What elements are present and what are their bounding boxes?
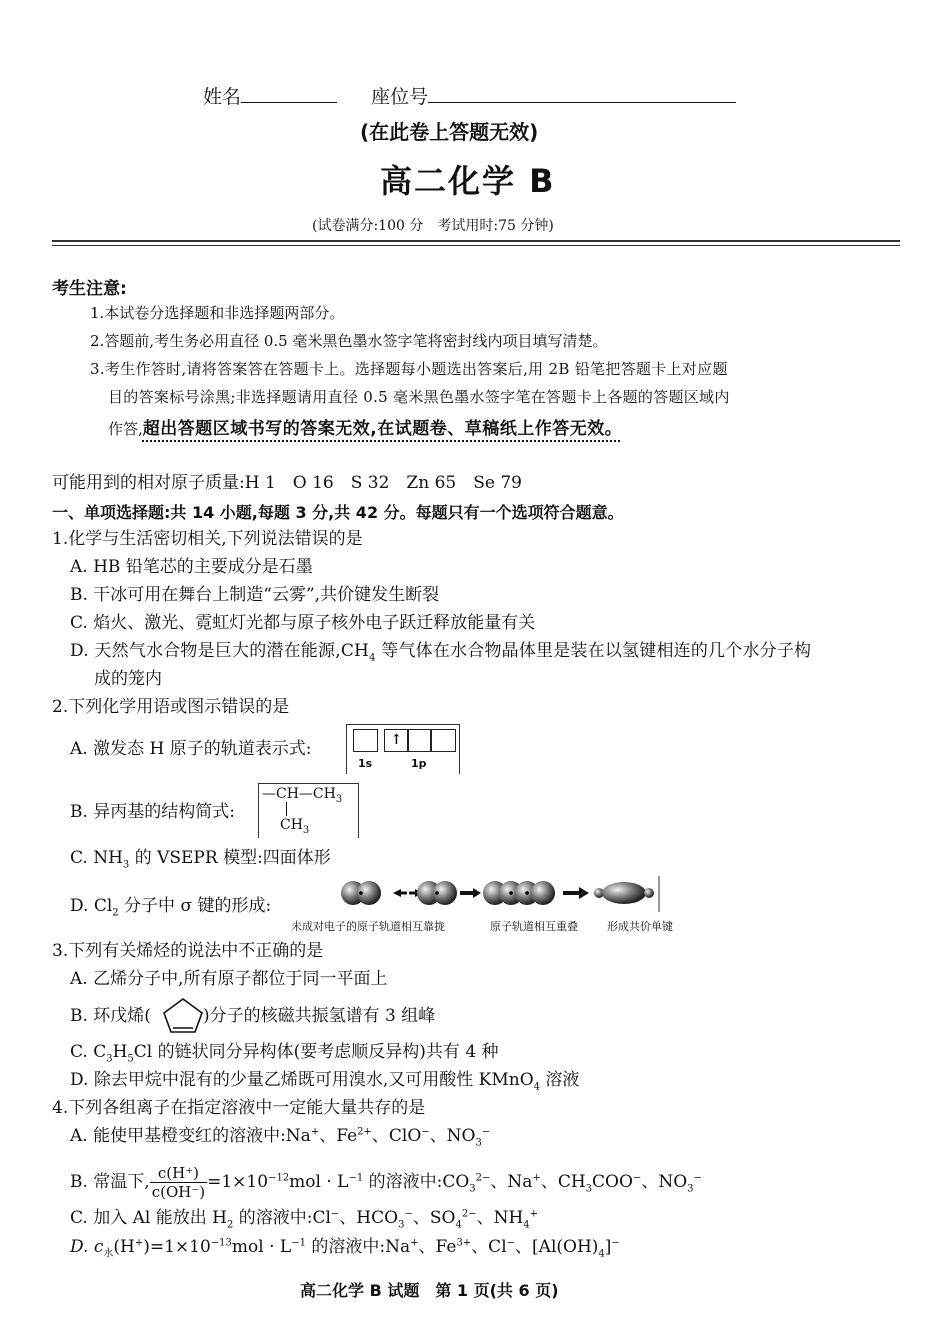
q3-option-a: A. 乙烯分子中,所有原子都位于同一平面上	[70, 969, 388, 989]
orbital-box-1s	[353, 729, 378, 752]
q4-option-a: A. 能使甲基橙变红的溶液中:Na+、$Fe^{2+}$、ClO−、$NO_3^-$	[70, 1126, 491, 1149]
instruction-2: 2.答题前,考生务必用直径 0.5 毫米黑色墨水签字笔将密封线内项目填写清楚。	[90, 332, 608, 350]
sigma-caption-3: 形成共价单键	[607, 920, 673, 933]
q4c-1: C. 加入 Al 能放出 H	[70, 1208, 227, 1228]
orbitals-near	[417, 881, 457, 905]
isopropyl-bond	[286, 802, 287, 816]
isopropyl-top-text: —CH—CH	[262, 786, 336, 802]
q4a-1: A. 能使甲基橙变红的溶液中:Na	[70, 1126, 311, 1146]
q4b-num: c(H⁺)	[150, 1164, 207, 1183]
q4c-3: 、HCO	[339, 1208, 399, 1228]
q1-stem: 1.化学与生活密切相关,下列说法错误的是	[52, 529, 363, 549]
q3-option-b	[70, 1005, 435, 1027]
orbitals-approach	[341, 881, 381, 905]
q4b-8: 、NO	[641, 1172, 688, 1192]
q4d-2: (H	[113, 1237, 135, 1257]
q1-option-b: B. 干冰可用在舞台上制造“云雾”,共价键发生断裂	[70, 585, 440, 605]
q4d-3: )=1×10	[143, 1237, 211, 1257]
isopropyl-top	[262, 786, 343, 805]
q3d-2: 溶液	[540, 1070, 580, 1090]
name-label: 姓名	[203, 86, 242, 108]
name-field	[203, 84, 736, 108]
q3-stem: 3.下列有关烯烃的说法中不正确的是	[52, 941, 324, 961]
sigma-caption-1: 未成对电子的原子轨道相互靠拢	[291, 920, 445, 933]
name-blank	[241, 84, 337, 103]
q1-d-part2: 等气体在水合物晶体里是装在以氢键相连的几个水分子构	[375, 641, 812, 661]
q4c-2: 的溶液中:Cl	[233, 1208, 331, 1228]
q2a-top-rule	[346, 724, 459, 725]
q3d-sub: 4	[533, 1081, 541, 1093]
q4d-4: mol · L	[231, 1237, 292, 1257]
page-title: 高二化学 B	[380, 162, 556, 200]
seat-label: 座位号	[371, 86, 429, 108]
orbital-box-1p-3	[430, 729, 456, 752]
q4b-3: mol · L	[289, 1172, 349, 1192]
orbital-box-1p-2	[407, 729, 432, 752]
q2b-right-bar	[358, 783, 359, 838]
instruction-3c	[108, 414, 622, 439]
q1-option-c: C. 焰火、激光、霓虹灯光都与原子核外电子跃迁释放能量有关	[70, 613, 536, 633]
instruction-3a: 3.考生作答时,请将答案答在答题卡上。选择题每小题选出答案后,用 2B 铅笔把答题卡上对应题	[90, 360, 728, 378]
q3-option-c	[70, 1041, 499, 1063]
sigma-bond-figure	[335, 872, 665, 914]
q4d-5: 的溶液中:Na	[305, 1237, 411, 1257]
orbital-box-1p-1: ↑	[384, 729, 409, 752]
q2b-left-bar	[258, 783, 259, 838]
q1-d-sub: 4	[369, 652, 376, 664]
q2a-right-bar	[459, 724, 460, 774]
q4b-den: c(OH⁻)	[151, 1183, 206, 1201]
q4b-5: 、Na	[490, 1172, 533, 1192]
seat-blank	[428, 84, 736, 103]
q4b-1: B. 常温下,	[70, 1172, 150, 1192]
arrow-right-1	[460, 888, 481, 898]
q2a-left-bar	[346, 724, 347, 774]
q4b-fraction	[150, 1164, 207, 1201]
arrow-right-2	[563, 887, 589, 899]
q3c-3: Cl 的链状同分异构体(要考虑顺反异构)共有 4 种	[133, 1042, 499, 1062]
section-1-heading: 一、单项选择题:共 14 小题,每题 3 分,共 42 分。每题只有一个选项符合题意。	[52, 503, 624, 522]
sigma-caption-2: 原子轨道相互重叠	[490, 920, 578, 933]
q3c-1: C. C	[70, 1042, 107, 1062]
q2c-part2: 的 VSEPR 模型:四面体形	[129, 848, 331, 868]
instruction-3c-emphasis: 超出答题区域书写的答案无效,在试题卷、草稿纸上作答无效。	[142, 419, 623, 439]
answer-invalid-notice: (在此卷上答题无效)	[360, 120, 539, 144]
q3c-2: H	[112, 1042, 128, 1062]
q4c-4: 、SO	[412, 1208, 456, 1228]
q2b-top-rule	[258, 783, 358, 784]
q4b-exp: −12	[268, 1172, 290, 1184]
q4b-4: 的溶液中:CO	[363, 1172, 470, 1192]
q3b-part1: B. 环戊烯(	[70, 1006, 151, 1026]
q2d-part2: 分子中 σ 键的形成:	[118, 896, 272, 916]
q4-option-c: C. 加入 Al 能放出 $H_2$ 的溶液中:Cl−、$HCO_3^-$、$SO_4^{2-}$、$NH_4^+$	[70, 1208, 539, 1231]
q1-option-d-cont: 成的笼内	[94, 669, 162, 689]
q4a-4: 、NO	[429, 1126, 476, 1146]
q2c-sub: 3	[122, 859, 130, 871]
q1-option-d	[70, 640, 811, 662]
q4d-8: 、[Al(OH)	[515, 1237, 599, 1257]
q4b-6: 、CH	[540, 1172, 586, 1192]
q3d-1: D. 除去甲烷中混有的少量乙烯既可用溴水,又可用酸性 KMnO	[70, 1070, 534, 1090]
q4-option-d: D. $c_水(H^+)=1\times 10^{-13}mol \cdot L^{-1}$ 的溶液中:Na+、$Fe^{3+}$、Cl−、$[Al(OH)_4]^-$	[70, 1237, 620, 1260]
q2-option-a: A. 激发态 H 原子的轨道表示式:	[70, 739, 312, 759]
q4d-9: ]	[604, 1237, 612, 1257]
q2-stem: 2.下列化学用语或图示错误的是	[52, 697, 290, 717]
q2-option-d	[70, 895, 271, 917]
q2d-sub: 2	[112, 907, 119, 919]
instruction-3c-prefix: 作答,	[108, 420, 143, 438]
q4-stem: 4.下列各组离子在指定溶液中一定能大量共存的是	[52, 1098, 426, 1118]
isopropyl-bottom	[280, 817, 310, 836]
q4c-5: 、NH	[476, 1208, 524, 1228]
q4-option-b: B. 常温下, $\frac{c(H^+)}{c(OH^-)}$ $=1\times 10^{-12}mol \cdot L^{-1}$ 的溶液中$:CO_3^{2-}$、Na+、$CH_3COO^-$、$NO_3^-$	[70, 1164, 702, 1201]
q3c-s1: 3	[106, 1053, 113, 1065]
q4a-3: 、ClO	[371, 1126, 422, 1146]
q4d-exp: −13	[210, 1237, 232, 1249]
q3b-part2: )分子的核磁共振氢谱有 3 组峰	[202, 1006, 436, 1026]
instruction-1: 1.本试卷分选择题和非选择题两部分。	[90, 304, 345, 322]
q4d-6: 、Fe	[418, 1237, 457, 1257]
q2-option-c	[70, 847, 331, 869]
header-divider	[52, 240, 900, 242]
exam-meta: (试卷满分:100 分 考试用时:75 分钟)	[312, 218, 554, 234]
q3c-s2: 5	[127, 1053, 134, 1065]
q4d-subw: 水	[103, 1248, 114, 1260]
header-divider-thin	[52, 245, 900, 246]
isopropyl-bottom-text: CH	[280, 817, 303, 833]
q1-option-a: A. HB 铅笔芯的主要成分是石墨	[70, 557, 313, 577]
q2-option-b: B. 异丙基的结构简式:	[70, 802, 236, 822]
q2d-part1: D. Cl	[70, 896, 113, 916]
q3-option-d	[70, 1069, 579, 1091]
q4b-2: =1×10	[207, 1172, 269, 1192]
isopropyl-bottom-sub: 3	[302, 824, 310, 836]
cyclopentene-icon	[160, 995, 206, 1035]
q2c-part1: C. NH	[70, 848, 123, 868]
label-1s: 1s	[358, 757, 373, 770]
isopropyl-top-sub: 3	[335, 793, 343, 805]
instruction-3b: 目的答案标号涂黑;非选择题请用直径 0.5 毫米黑色墨水签字笔在答题卡上各题的答题区域内	[108, 388, 730, 406]
atomic-masses: 可能用到的相对原子质量:H 1 O 16 S 32 Zn 65 Se 79	[52, 473, 522, 493]
q4d-7: 、Cl	[471, 1237, 507, 1257]
q4d-1: D. c	[70, 1237, 104, 1257]
q4a-2: 、Fe	[319, 1126, 358, 1146]
orbitals-overlap	[483, 881, 555, 905]
q1-d-part1: D. 天然气水合物是巨大的潜在能源,CH	[70, 641, 370, 661]
page-footer: 高二化学 B 试题 第 1 页(共 6 页)	[300, 1281, 559, 1300]
sigma-bond	[594, 882, 654, 904]
q4b-7: COO	[592, 1172, 633, 1192]
label-1p: 1p	[411, 757, 427, 770]
instructions-heading: 考生注意:	[52, 279, 127, 299]
